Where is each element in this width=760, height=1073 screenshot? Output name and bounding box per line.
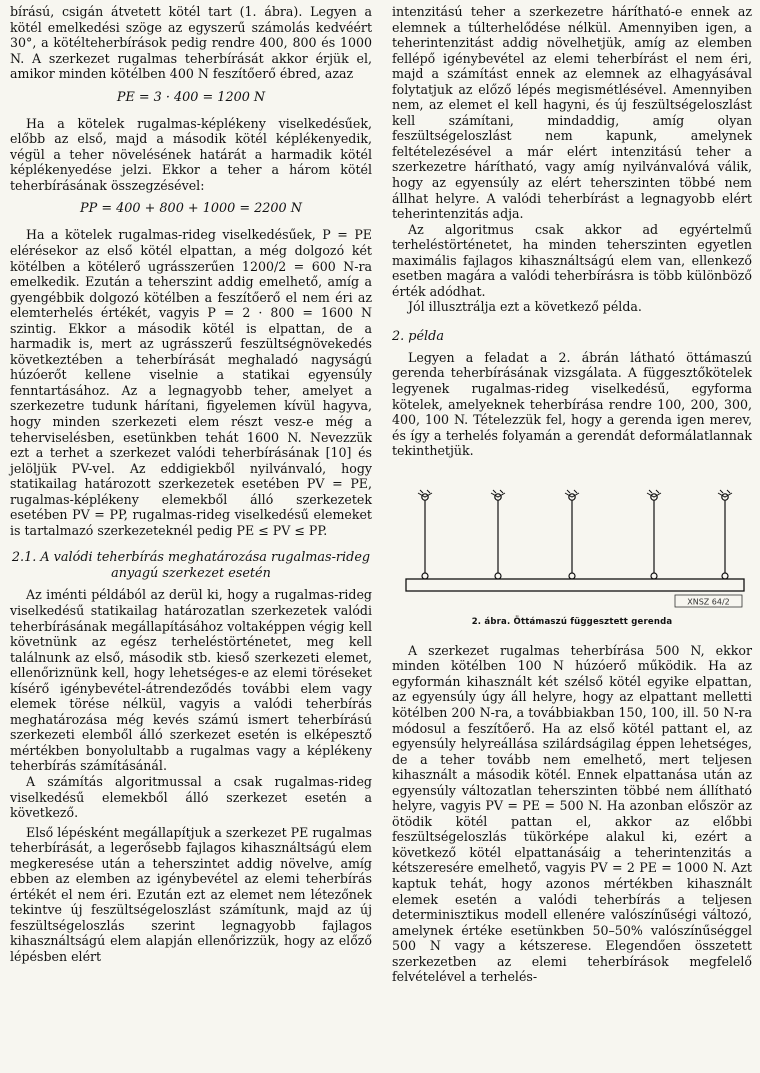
paragraph: A számítás algoritmussal a csak rugalmas-rideg viselkedésű elemekből álló szerkezet esetén a következő. bbox=[10, 773, 372, 821]
paragraph: Első lépésként megállapítjuk a szerkezet PE rugalmas teherbírását, a legerősebb fajlagos kihasználtságú elem megkeresése után a teherszintet addig növelve, amíg ebben az elemben az igénybevétel az elemi teherbírás értékét el nem éri. Ezután ezt az elemet nem létezőnek tekintve új feszültségeloszlást számítunk, majd az új feszültségeloszlás szerint legnagyobb fajlagos kihasználtságú elem alapján ellenőrizzük, hogy az előző lépésben elért bbox=[10, 824, 372, 964]
equation-elastic-capacity: PE = 3 · 400 = 1200 N bbox=[116, 89, 266, 105]
support-cable-3 bbox=[565, 490, 579, 579]
example-heading: 2. példa bbox=[392, 328, 444, 344]
paragraph: Ha a kötelek rugalmas-képlékeny viselkedésűek, előbb az első, majd a második kötél képlékenyedik, végül a teher növelésének határát a harmadik kötél képlékenyedése jelzi. Ekkor a teher a három kötél teherbírásának összegzésével: bbox=[10, 115, 372, 193]
right-column bbox=[392, 4, 752, 985]
paragraph: Legyen a feladat a 2. ábrán látható öttámaszú gerenda teherbírásának vizsgálata. A függesztőkötelek legyenek rugalmas-rideg viselkedésű, egyforma kötelek, amelyeknek teherbírása rendre 100, 200, 300, 400, 100 N. Tételezzük fel, hogy a gerenda igen merev, és így a terhelés folyamán a gerendát deformálatlannak tekinthetjük. bbox=[392, 349, 752, 459]
support-cable-5 bbox=[718, 490, 732, 579]
beam bbox=[406, 579, 744, 591]
paragraph: Az iménti példából az derül ki, hogy a rugalmas-rideg viselkedésű statikailag határozatlan szerkezetek valódi teherbírásának megállapításához voltaképpen végig kell követnünk az egész terheléstörténetet, meg kell találnunk az első, második stb. kieső szerkezeti elemet, ellenőriznünk kell, hogy lehetséges-e az elemi töréseket kísérő igénybevétel-átrendeződés további elem vagy elemek törése nélkül, vagyis a valódi teherbírás meghatározása még kevés számú ismert teherbírású szerkezeti elemből álló szerkezet esetén is elképesztő mértékben bonyolultabb a rugalmas vagy a képlékeny teherbírás számításánál. bbox=[10, 587, 372, 774]
support-cable-4 bbox=[647, 490, 661, 579]
paragraph: bírású, csigán átvetett kötél tart (1. ábra). Legyen a kötél emelkedési szöge az egyszerű számolás kedvéért 30°, a kötélteherbírások pedig rendre 400, 800 és 1000 N. A szerkezet rugalmas teherbírását akkor érjük el, amikor minden kötélben 400 N feszítőerő ébred, azaz bbox=[10, 4, 372, 82]
paragraph: Jól illusztrálja ezt a következő példa. bbox=[408, 299, 642, 315]
paragraph: intenzitású teher a szerkezetre hárítható-e ennek az elemnek a túlterhelődése nélkül. Amennyiben igen, a teherintenzitást addig növelhetjük, amíg az elemben fellépő igénybevétel az elemi teherbírást el nem éri, majd a számítást ennek az elemnek az elhagyásával folytatjuk az előző lépés megismétlésével. Amennyiben nem, az elemet el kell hagyni, és új feszültségeloszlást kell számítani, mindaddig, amíg olyan feszültségeloszlást nem kapunk, amelynek feltételezésével a már elért intenzitású teher a szerkezetre hárítható, vagy amíg nyilvánvalóvá válik, hogy az egyensúly az elért teherszinten többé nem állhat helyre. A valódi teherbírást a legnagyobb elért teherintenzitás adja. bbox=[392, 4, 752, 222]
svg-text:XNSZ 64/2: XNSZ 64/2 bbox=[687, 597, 730, 607]
equation-plastic-capacity: PP = 400 + 800 + 1000 = 2200 N bbox=[80, 201, 302, 217]
support-cable-1 bbox=[418, 490, 432, 579]
paragraph: Az algoritmus csak akkor ad egyértelmű terheléstörténetet, ha minden teherszinten egyetlen maximális fajlagos kihasználtságú elem van, ellenkező esetben magára a valódi teherbírásra is több különböző érték adódhat. bbox=[392, 221, 752, 299]
left-column bbox=[10, 4, 372, 965]
paragraph: A szerkezet rugalmas teherbírása 500 N, ekkor minden kötélben 100 N húzóerő működik. Ha az egyformán kihasznált két szélső kötél egyike elpattan, az egyensúly úgy áll helyre, hogy az elpattant melletti kötélben 200 N-ra, a továbbiakban 150, 100, ill. 50 N-ra módosul a feszítőerő. Ha az első kötél pattant el, az egyensúly helyreállása szilárdságilag éppen lehetséges, de a teher tovább nem emelhető, mert teljesen kihasznált a második kötél. Ennek elpattanása után az egyensúly változatlan teherszinten többé nem állítható helyre, vagyis PV = PE = 500 N. Ha azonban először az ötödik kötél pattan el, akkor az előbbi feszültségeloszlás tükörképe alakul ki, ezért a következő kötél elpattanásáig a teherintenzitás a kétszeresére emelhető, vagyis PV = 2 PE = 1000 N. Azt kaptuk tehát, hogy azonos mértékben kihasznált elemek esetén a valódi teherbírás a teljesen determinisztikus modell ellenére valószínűségi változó, amelynek értéke esetünkben 50–50% valószínűséggel 500 N vagy a kétszerese. Elegendően összetett szerkezetben az elemi teherbírások megfelelő felvételével a terhelés- bbox=[392, 642, 752, 985]
figure-code-label bbox=[675, 595, 742, 607]
support-cable-2 bbox=[491, 490, 505, 579]
paragraph: Ha a kötelek rugalmas-rideg viselkedésűek, P = PE elérésekor az első kötél elpattan, a még dolgozó két kötélben a kötélerő ugrásszerűen 1200/2 = 600 N-ra emelkedik. Ezután a teherszint addig emelhető, amíg a gyengébbik dolgozó kötélben a feszítőerő el nem éri az elemterhelés értékét, vagyis P = 2 · 800 = 1600 N szintig. Ekkor a második kötél is elpattan, de a harmadik is, mert az ugrásszerű feszültségnövekedés következtében a teherbírását meghaladó nagyságú húzóerőt kellene viselnie a statikai egyensúly fenntartásához. Az a legnagyobb teher, amelyet a szerkezetre tudunk hárítani, figyelemen kívül hagyva, hogy minden szerkezeti elem részt vesz-e még a teherviselésben, esetünkben tehát 1600 N. Nevezzük ezt a terhet a szerkezet valódi teherbírásának [10] és jelöljük PV-vel. Az eddigiekből nyilvánvaló, hogy statikailag határozott szerkezetek esetében PV = PE, rugalmas-képlékeny elemekből álló szerkezetek esetében PV = PP, rugalmas-rideg viselkedésű elemeket is tartalmazó szerkezeteknél pedig PE ≤ PV ≤ PP. bbox=[10, 227, 372, 538]
figure-caption: 2. ábra. Öttámaszú függesztett gerenda bbox=[471, 616, 673, 627]
figure-suspended-beam bbox=[392, 489, 752, 609]
section-heading: 2.1. A valódi teherbírás meghatározása rugalmas-rideg anyagú szerkezet esetén bbox=[11, 550, 371, 581]
